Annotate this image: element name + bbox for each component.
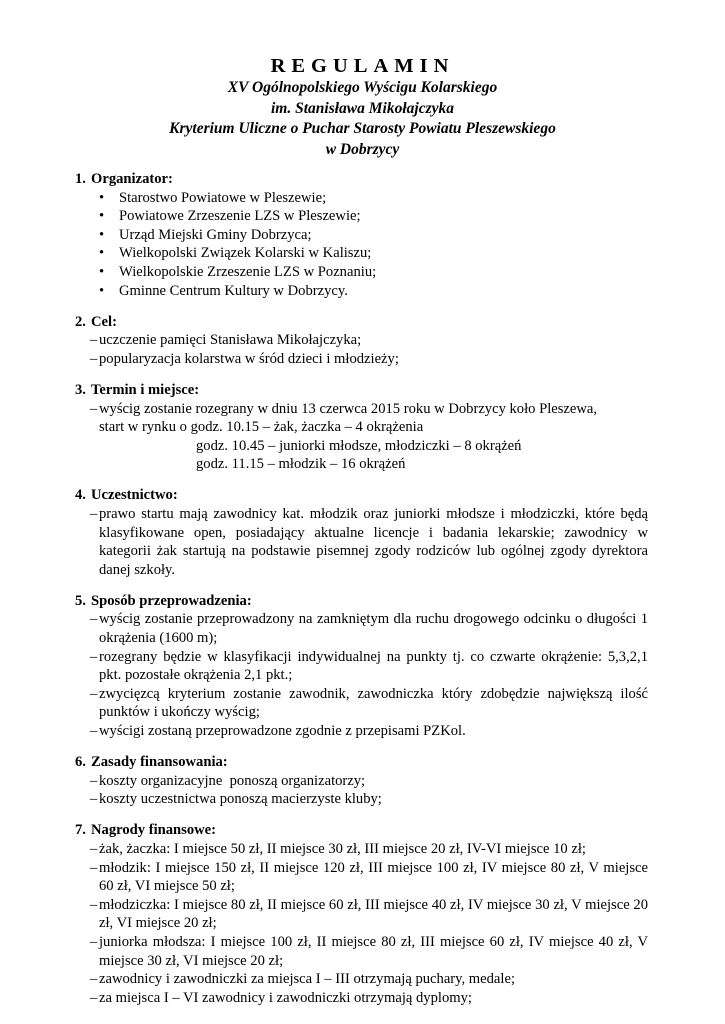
participation-list (0, 505, 725, 579)
list-item (0, 896, 725, 933)
dash-icon: – (90, 989, 98, 1006)
dash-icon: – (90, 350, 98, 367)
list-item-text: młodzik: I miejsce 150 zł, II miejsce 120 zł, III miejsce 100 zł, IV miejsce 80 zł, V miejsce 60 zł, VI miejsce 50 zł; (99, 859, 648, 895)
list-item-text: Wielkopolskie Zrzeszenie LZS w Poznaniu; (119, 263, 377, 280)
list-item (0, 970, 725, 989)
list-item (0, 350, 725, 369)
list-item-text: zawodnicy i zawodniczki za miejsca I – III otrzymają puchary, medale; (99, 971, 515, 988)
bullet-icon: • (99, 245, 105, 262)
list-item (0, 400, 725, 419)
list-item (0, 189, 725, 208)
list-item-text: wyścig zostanie przeprowadzony na zamkniętym dla ruchu drogowego odcinku o długości 1 okrążenia (1600 m); (99, 611, 648, 647)
list-item (0, 505, 725, 579)
section-title: Cel: (91, 313, 117, 330)
list-item (0, 685, 725, 722)
list-item (0, 790, 725, 809)
section-organizer (0, 170, 725, 300)
list-item (0, 244, 725, 263)
list-item-text: prawo startu mają zawodnicy kat. młodzik oraz juniorki młodsze i młodziczki, które będą klasyfikowane open, posiadający aktualne licencje i badania lekarskie; zawodnicy w kategorii żak startują na podstawie pisemnej zgody rodziców lub ogólnej zgody dyrektora danej szkoły. (99, 506, 648, 578)
section-title: Sposób przeprowadzenia: (91, 592, 252, 609)
section-heading (0, 753, 725, 772)
bullet-icon: • (99, 189, 105, 206)
list-item-text: uczczenie pamięci Stanisława Mikołajczyka; (99, 332, 362, 349)
organizer-list (0, 189, 725, 301)
section-goal (0, 313, 725, 369)
goal-list (0, 331, 725, 368)
bullet-icon: • (99, 282, 105, 299)
subtitle-line-1: XV Ogólnopolskiego Wyścigu Kolarskiego (227, 79, 498, 96)
list-item-text: koszty organizacyjne ponoszą organizatorzy; (99, 772, 366, 789)
list-item-text: Urząd Miejski Gminy Dobrzyca; (119, 226, 312, 243)
list-item (0, 840, 725, 859)
list-item (0, 859, 725, 896)
section-number: 6. (75, 754, 86, 771)
document-body (0, 170, 725, 1020)
list-item-text: koszty uczestnictwa ponoszą macierzyste kluby; (99, 791, 382, 808)
bullet-icon: • (99, 226, 105, 243)
dash-icon: – (90, 611, 98, 628)
document-title: REGULAMIN (270, 55, 455, 77)
list-item-text: popularyzacja kolarstwa w śród dzieci i młodzieży; (99, 350, 399, 367)
dash-icon: – (90, 896, 98, 913)
list-item-text: młodziczka: I miejsce 80 zł, II miejsce 60 zł, III miejsce 40 zł, IV miejsce 30 zł, V miejsce 20 zł, VI miejsce 20 zł; (99, 896, 648, 932)
date-place-list (0, 400, 725, 419)
document-header (0, 54, 725, 160)
dash-icon: – (90, 685, 98, 702)
list-item-text: żak, żaczka: I miejsce 50 zł, II miejsce 30 zł, III miejsce 20 zł, IV-VI miejsce 10 zł; (99, 841, 586, 857)
section-number: 2. (75, 313, 86, 330)
dash-icon: – (90, 791, 98, 808)
section-title: Termin i miejsce: (91, 381, 200, 398)
section-heading (0, 486, 725, 505)
dash-icon: – (90, 648, 98, 665)
section-title: Organizator: (91, 171, 173, 187)
section-title: Nagrody finansowe: (91, 822, 217, 839)
start-time-line: godz. 10.45 – juniorki młodsze, młodziczki – 8 okrążeń (196, 437, 522, 454)
list-item (0, 610, 725, 647)
prizes-list (0, 840, 725, 1007)
dash-icon: – (90, 506, 98, 522)
bullet-icon: • (99, 263, 105, 280)
section-financing (0, 753, 725, 809)
list-item-text: wyścig zostanie rozegrany w dniu 13 czerwca 2015 roku w Dobrzycy koło Pleszewa, (99, 400, 598, 417)
list-item (0, 282, 725, 301)
section-number: 3. (75, 381, 86, 398)
section-heading (0, 313, 725, 332)
section-heading (0, 592, 725, 611)
dash-icon: – (90, 332, 98, 349)
section-number: 5. (75, 592, 86, 609)
section-prizes (0, 821, 725, 1007)
conduct-list (0, 610, 725, 740)
dash-icon: – (90, 859, 98, 876)
section-heading (0, 381, 725, 400)
bullet-icon: • (99, 208, 105, 225)
section-participation (0, 486, 725, 579)
section-heading (0, 170, 725, 189)
list-item-text: juniorka młodsza: I miejsce 100 zł, II miejsce 80 zł, III miejsce 60 zł, IV miejsce 40 zł, V miejsce 30 zł, VI miejsce 20 zł; (99, 933, 648, 969)
list-item (0, 331, 725, 350)
list-item-text: zwycięzcą kryterium zostanie zawodnik, zawodniczka który zdobędzie największą ilość punktów i ukończy wyścig; (99, 685, 648, 721)
dash-icon: – (90, 772, 98, 789)
section-title: Uczestnictwo: (91, 487, 178, 504)
list-item (0, 263, 725, 282)
financing-list (0, 772, 725, 809)
subtitle-line-2: im. Stanisława Mikołajczyka (270, 99, 454, 117)
section-title: Zasady finansowania: (91, 754, 228, 771)
list-item-text: Starostwo Powiatowe w Pleszewie; (119, 189, 327, 206)
list-item-text: Wielkopolski Związek Kolarski w Kaliszu; (119, 245, 372, 262)
dash-icon: – (90, 971, 98, 988)
list-item-text: za miejsca I – VI zawodnicy i zawodniczki otrzymają dyplomy; (99, 989, 472, 1006)
dash-icon: – (90, 723, 98, 740)
section-date-place (0, 381, 725, 474)
subtitle-line-3: Kryterium Uliczne o Puchar Starosty Powiatu Pleszewskiego (169, 120, 556, 137)
section-number: 1. (75, 171, 86, 187)
start-time-line: start w rynku o godz. 10.15 – żak, żaczka – 4 okrążenia (99, 419, 424, 436)
dash-icon: – (90, 400, 98, 417)
start-time-line: godz. 11.15 – młodzik – 16 okrążeń (196, 456, 406, 473)
list-item-text: wyścigi zostaną przeprowadzone zgodnie z przepisami PZKol. (99, 723, 466, 740)
section-number: 7. (75, 822, 86, 839)
list-item (0, 648, 725, 685)
section-number: 4. (75, 487, 86, 504)
section-heading (0, 821, 725, 840)
list-item (0, 772, 725, 791)
subtitle-line-4: w Dobrzycy (325, 140, 400, 158)
list-item-text: Gminne Centrum Kultury w Dobrzycy. (119, 282, 348, 299)
dash-icon: – (90, 841, 98, 857)
list-item (0, 989, 725, 1008)
list-item (0, 933, 725, 970)
list-item (0, 207, 725, 226)
list-item-text: rozegrany będzie w klasyfikacji indywidualnej na punkty tj. co czwarte okrążenie: 5,3,2,1 pkt. pozostałe okrążenia 2,1 pkt.; (99, 648, 648, 684)
list-item-text: Powiatowe Zrzeszenie LZS w Pleszewie; (119, 208, 361, 225)
list-item (0, 722, 725, 741)
dash-icon: – (90, 933, 98, 950)
list-item (0, 226, 725, 245)
section-conduct (0, 592, 725, 741)
